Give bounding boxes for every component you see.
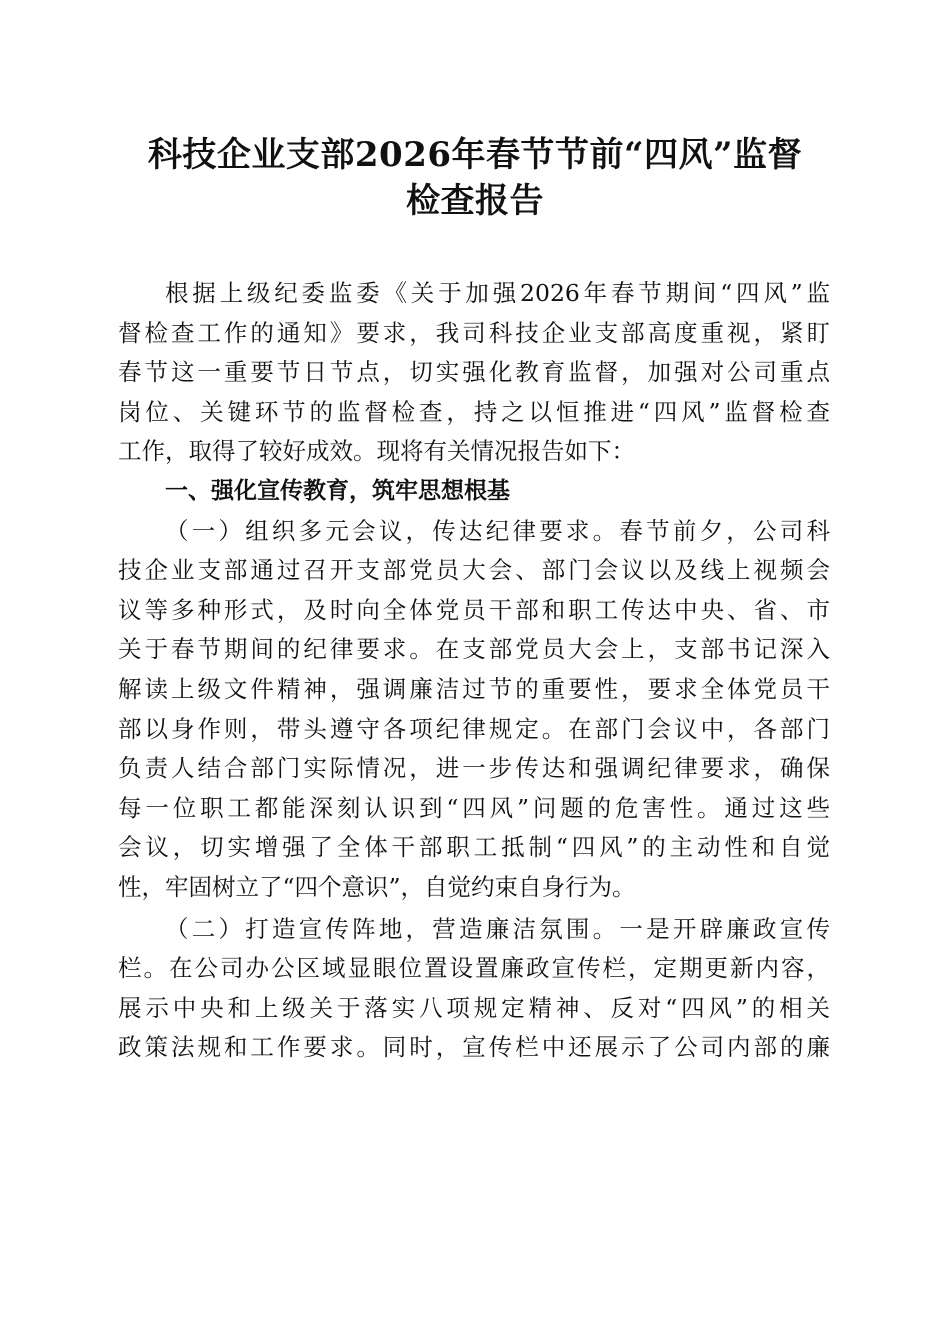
title-line-2: 检查报告 bbox=[406, 181, 544, 221]
subsection-paragraph-2 bbox=[118, 910, 830, 1068]
subsection-paragraph-1 bbox=[118, 512, 830, 908]
title-line-1: 科技企业支部2026年春节节前“四风”监督 bbox=[147, 135, 803, 175]
text-line: 性，牢固树立了“四个意识”，自觉约束自身行为。 bbox=[118, 872, 636, 901]
text-line: 督检查工作的通知》要求，我司科技企业支部高度重视，紧盯 bbox=[118, 318, 830, 347]
document-body bbox=[118, 274, 830, 1068]
text-line: 每一位职工都能深刻认识到“四风”问题的危害性。通过这些 bbox=[118, 793, 830, 822]
text-line: 春节这一重要节日节点，切实强化教育监督，加强对公司重点 bbox=[118, 358, 830, 387]
section-heading-1: 一、强化宣传教育，筑牢思想根基 bbox=[165, 477, 510, 504]
intro-paragraph bbox=[118, 274, 830, 472]
text-line: 技企业支部通过召开支部党员大会、部门会议以及线上视频会 bbox=[118, 556, 830, 585]
text-line: 岗位、关键环节的监督检查，持之以恒推进“四风”监督检查 bbox=[118, 397, 830, 426]
text-line: 展示中央和上级关于落实八项规定精神、反对“四风”的相关 bbox=[118, 993, 830, 1022]
text-line: 部以身作则，带头遵守各项纪律规定。在部门会议中，各部门 bbox=[118, 714, 830, 743]
text-line: 根据上级纪委监委《关于加强2026年春节期间“四风”监 bbox=[165, 279, 830, 307]
text-line: 议等多种形式，及时向全体党员干部和职工传达中央、省、市 bbox=[118, 595, 830, 624]
text-line: 会议，切实增强了全体干部职工抵制“四风”的主动性和自觉 bbox=[118, 833, 830, 862]
text-line: 栏。在公司办公区域显眼位置设置廉政宣传栏，定期更新内容， bbox=[118, 954, 830, 983]
document-title bbox=[100, 132, 850, 224]
text-line: 负责人结合部门实际情况，进一步传达和强调纪律要求，确保 bbox=[118, 754, 830, 783]
text-line: 关于春节期间的纪律要求。在支部党员大会上，支部书记深入 bbox=[118, 635, 830, 664]
text-line: 解读上级文件精神，强调廉洁过节的重要性，要求全体党员干 bbox=[118, 674, 830, 703]
text-line: 工作，取得了较好成效。现将有关情况报告如下： bbox=[118, 437, 635, 466]
text-line: （一）组织多元会议，传达纪律要求。春节前夕，公司科 bbox=[165, 516, 830, 545]
text-line: 政策法规和工作要求。同时，宣传栏中还展示了公司内部的廉 bbox=[118, 1033, 830, 1062]
text-line: （二）打造宣传阵地，营造廉洁氛围。一是开辟廉政宣传 bbox=[165, 914, 830, 943]
